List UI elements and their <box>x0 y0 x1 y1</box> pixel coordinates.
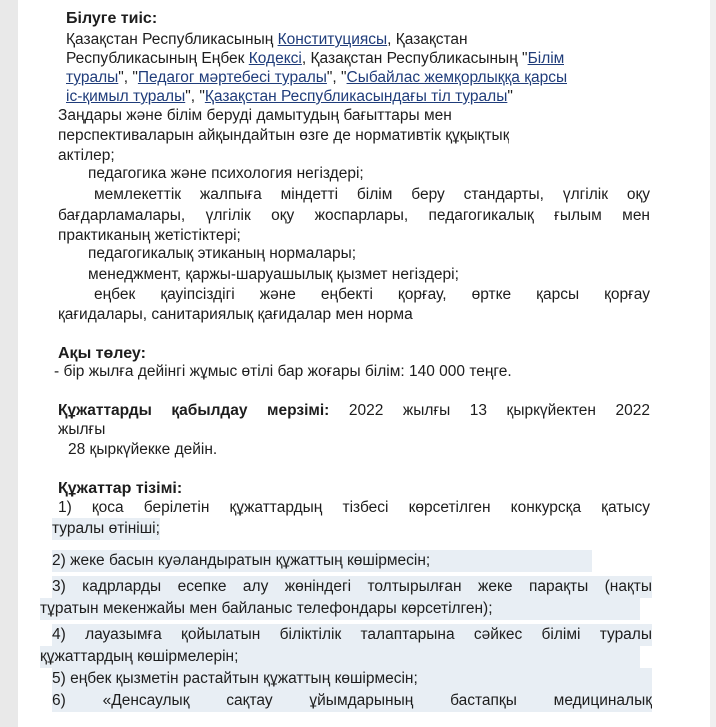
deadline-line-3: 28 қыркүйекке дейін. <box>68 441 218 458</box>
req-line-14: еңбек қауіпсіздігі және еңбекті қорғау, өртке қарсы қорғау <box>94 286 650 303</box>
req-line-6: перспективаларын айқындайтын өзге де нормативтік құқықтық <box>58 127 510 144</box>
labor-code-link[interactable]: Кодексі <box>248 50 302 67</box>
text: , Қазақстан <box>387 31 468 48</box>
req-line-7: актілер; <box>58 147 115 164</box>
anticorruption-law-link-cont[interactable]: іс-қимыл туралы <box>66 88 186 105</box>
req-line-10: бағдарламалары, үлгілік оқу жоспарлары, педагогикалық ғылым мен <box>58 207 650 224</box>
text: , Қазақстан Республикасының " <box>301 50 528 67</box>
doc-item-3a: 3) кадрларды есепке алу жөніндегі толтырылған жеке парақты (нақты <box>52 576 652 598</box>
text: ", " <box>326 69 347 86</box>
req-line-4 <box>66 86 513 107</box>
deadline-line-1 <box>58 400 650 421</box>
req-line-5: Заңдары және білім беруді дамытудың бағыттары мен <box>58 107 452 124</box>
req-line-11: практиканың жетістіктері; <box>58 227 241 244</box>
requirements-heading: Білуге тиіс: <box>66 10 158 27</box>
doc-item-5: 5) еңбек қызметін растайтын құжаттың көшірмесін; <box>52 668 652 690</box>
req-line-2 <box>66 48 564 69</box>
deadline-label: Құжаттарды қабылдау мерзімі: <box>58 402 330 419</box>
anticorruption-law-link[interactable]: Сыбайлас жемқорлыққа қарсы <box>346 69 568 86</box>
deadline-dates: 2022 жылғы 13 қыркүйектен 2022 <box>329 402 650 419</box>
text: Қазақстан Республикасының <box>66 31 278 48</box>
req-line-15: қағидалары, санитариялық қағидалар мен норма <box>58 306 413 323</box>
req-line-3 <box>66 67 567 88</box>
education-law-link-cont[interactable]: туралы <box>66 69 119 86</box>
text: Республикасының Еңбек <box>66 50 249 67</box>
language-law-link[interactable]: Қазақстан Республикасындағы тіл туралы <box>204 88 508 105</box>
doc-item-1a: 1) қоса берілетін құжаттардың тізбесі көрсетілген конкурсқа қатысу <box>58 499 650 516</box>
text: ", " <box>118 69 138 86</box>
text: ", " <box>185 88 205 105</box>
doc-item-4a: 4) лауазымға қойылатын біліктілік талаптарына сәйкес білімі туралы <box>52 624 652 646</box>
doc-item-6: 6) «Денсаулық сақтау ұйымдарының бастапқы медициналық <box>52 690 652 712</box>
doc-item-1b: туралы өтініші; <box>52 518 160 540</box>
doc-item-4b: құжаттардың көшірмелерін; <box>40 646 640 668</box>
left-frame <box>0 0 18 727</box>
constitution-link[interactable]: Конституциясы <box>277 31 388 48</box>
req-line-8: педагогика және психология негіздері; <box>88 165 364 182</box>
payment-text: - бір жылға дейінгі жұмыс өтілі бар жоғары білім: 140 000 теңге. <box>54 363 512 380</box>
req-line-9: мемлекеттік жалпыға міндетті білім беру стандарты, үлгілік оқу <box>94 186 650 203</box>
text: " <box>507 88 513 105</box>
req-line-1 <box>66 29 468 50</box>
deadline-line-2: жылғы <box>58 421 106 438</box>
payment-heading: Ақы төлеу: <box>58 345 146 362</box>
doc-item-2: 2) жеке басын куәландыратын құжаттың көшірмесін; <box>52 550 592 572</box>
req-line-12: педагогикалық этиканың нормалары; <box>88 245 357 262</box>
req-line-13: менеджмент, қаржы-шаруашылық қызмет негіздері; <box>88 266 459 283</box>
teacher-status-law-link[interactable]: Педагог мәртебесі туралы <box>137 69 327 86</box>
education-law-link[interactable]: Білім <box>527 50 565 67</box>
doc-item-3b: тұратын мекенжайы мен байланыс телефондары көрсетілген); <box>40 598 640 620</box>
documents-heading: Құжаттар тізімі: <box>58 480 183 497</box>
right-frame <box>710 0 716 727</box>
